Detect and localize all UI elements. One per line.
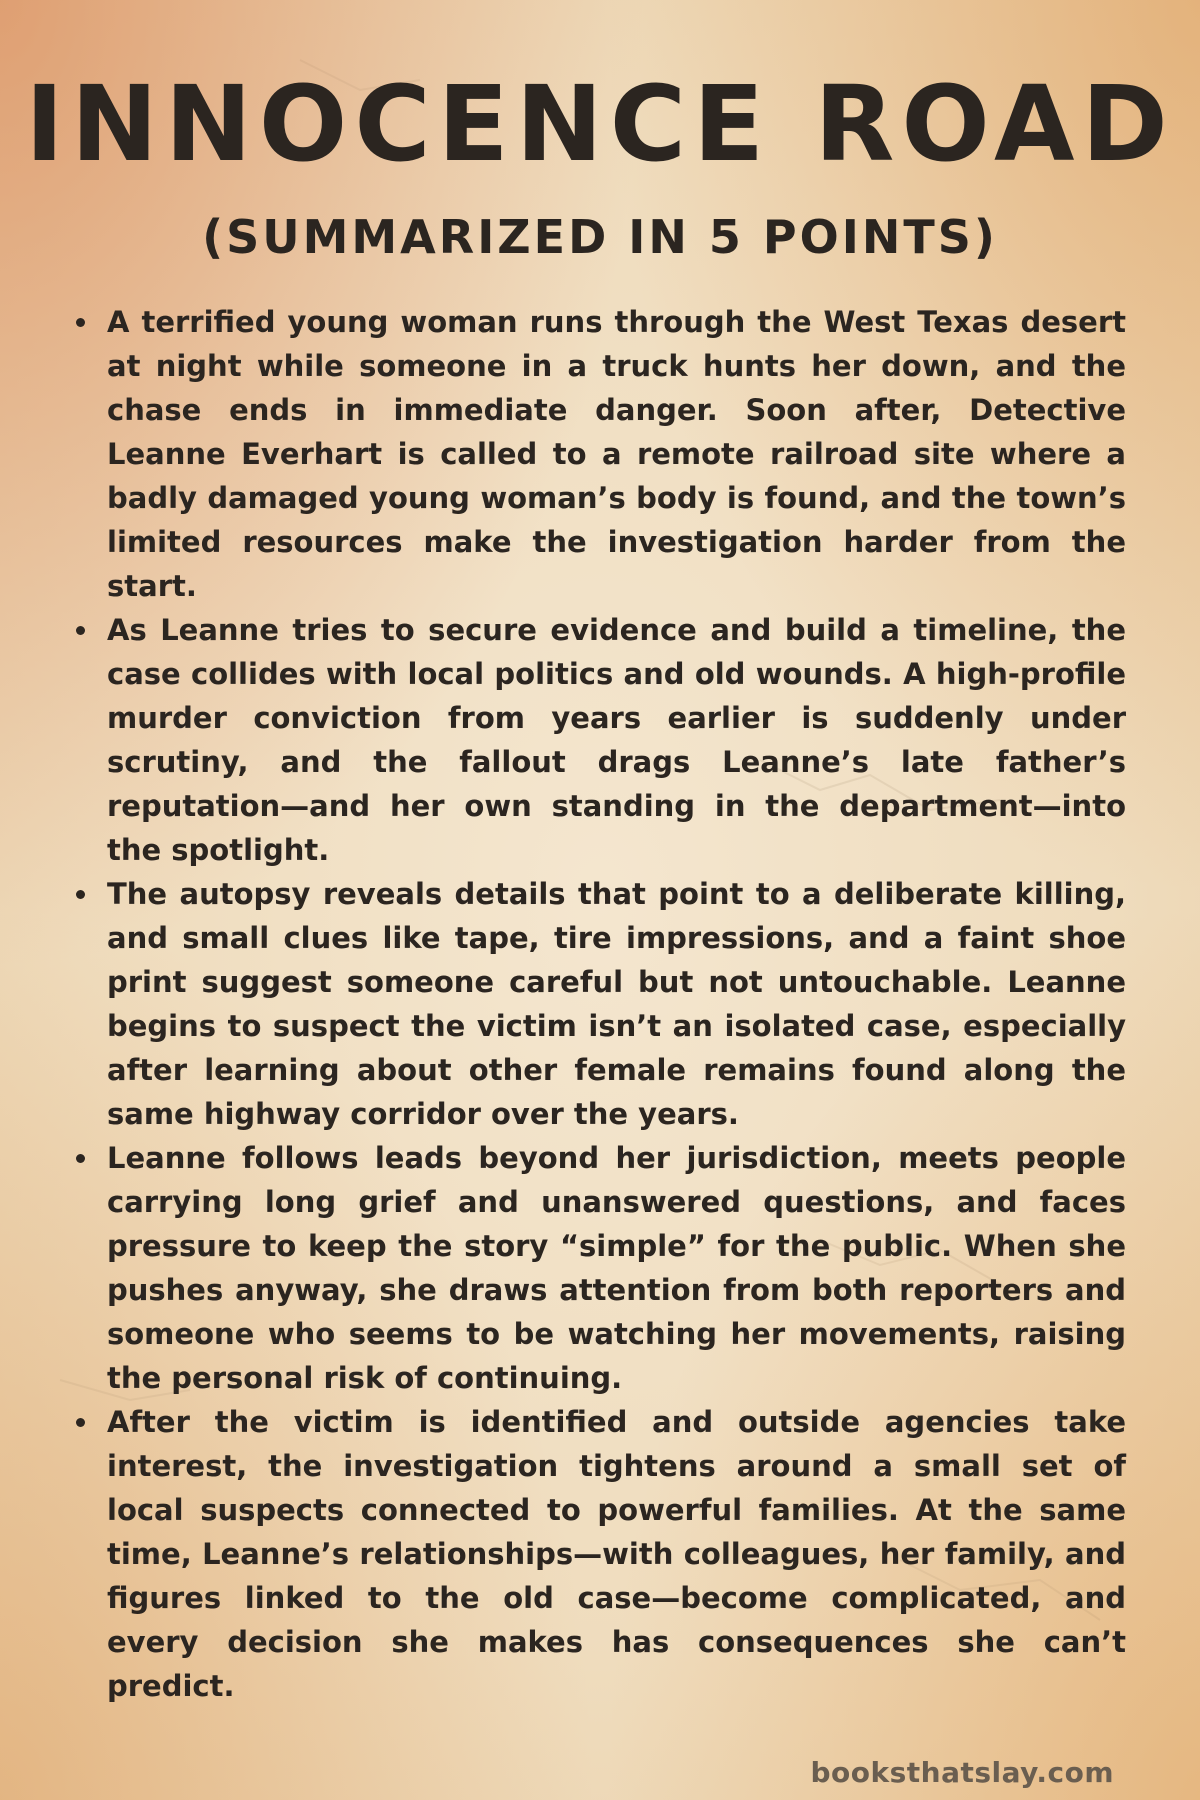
summary-point-4 (76, 1136, 1126, 1400)
page-subtitle: (SUMMARIZED IN 5 POINTS) (202, 210, 998, 264)
summary-point-text: After the victim is identified and outside agencies take interest, the investigation tightens around a small set of local suspects connected to powerful families. At the same time, Leanne’s relationships—with colleagues, her family, and figures linked to the old case—become complicated, and every decision she makes has consequences she can’t predict. (107, 1405, 1126, 1703)
summary-point-5 (76, 1400, 1126, 1708)
summary-point-2 (76, 608, 1126, 872)
summary-point-text: The autopsy reveals details that point to a deliberate killing, and small clues like tape, tire impressions, and a faint shoe print suggest someone careful but not untouchable. Leanne begins to suspect the victim isn’t an isolated case, especially after learning about other female remains found along the same highway corridor over the years. (107, 877, 1126, 1131)
bullet-icon (76, 318, 85, 327)
page-title: INNOCENCE ROAD (25, 63, 1175, 185)
bullet-icon (76, 1418, 85, 1427)
bullet-icon (76, 626, 85, 635)
summary-point-text: Leanne follows leads beyond her jurisdiction, meets people carrying long grief and unanswered questions, and faces pressure to keep the story “simple” for the public. When she pushes anyway, she draws attention from both reporters and someone who seems to be watching her movements, raising the personal risk of continuing. (107, 1141, 1126, 1395)
summary-point-3 (76, 872, 1126, 1136)
summary-point-text: A terrified young woman runs through the West Texas desert at night while someone in a truck hunts her down, and the chase ends in immediate danger. Soon after, Detective Leanne Everhart is called to a remote railroad site where a badly damaged young woman’s body is found, and the town’s limited resources make the investigation harder from the start. (107, 305, 1126, 603)
summary-point-text: As Leanne tries to secure evidence and build a timeline, the case collides with local politics and old wounds. A high-profile murder conviction from years earlier is suddenly under scrutiny, and the fallout drags Leanne’s late father’s reputation—and her own standing in the department—into the spotlight. (107, 613, 1126, 867)
summary-points-list (76, 300, 1126, 1708)
website-credit: booksthatslay.com (810, 1756, 1114, 1789)
summary-point-1 (76, 300, 1126, 608)
bullet-icon (76, 1154, 85, 1163)
bullet-icon (76, 890, 85, 899)
